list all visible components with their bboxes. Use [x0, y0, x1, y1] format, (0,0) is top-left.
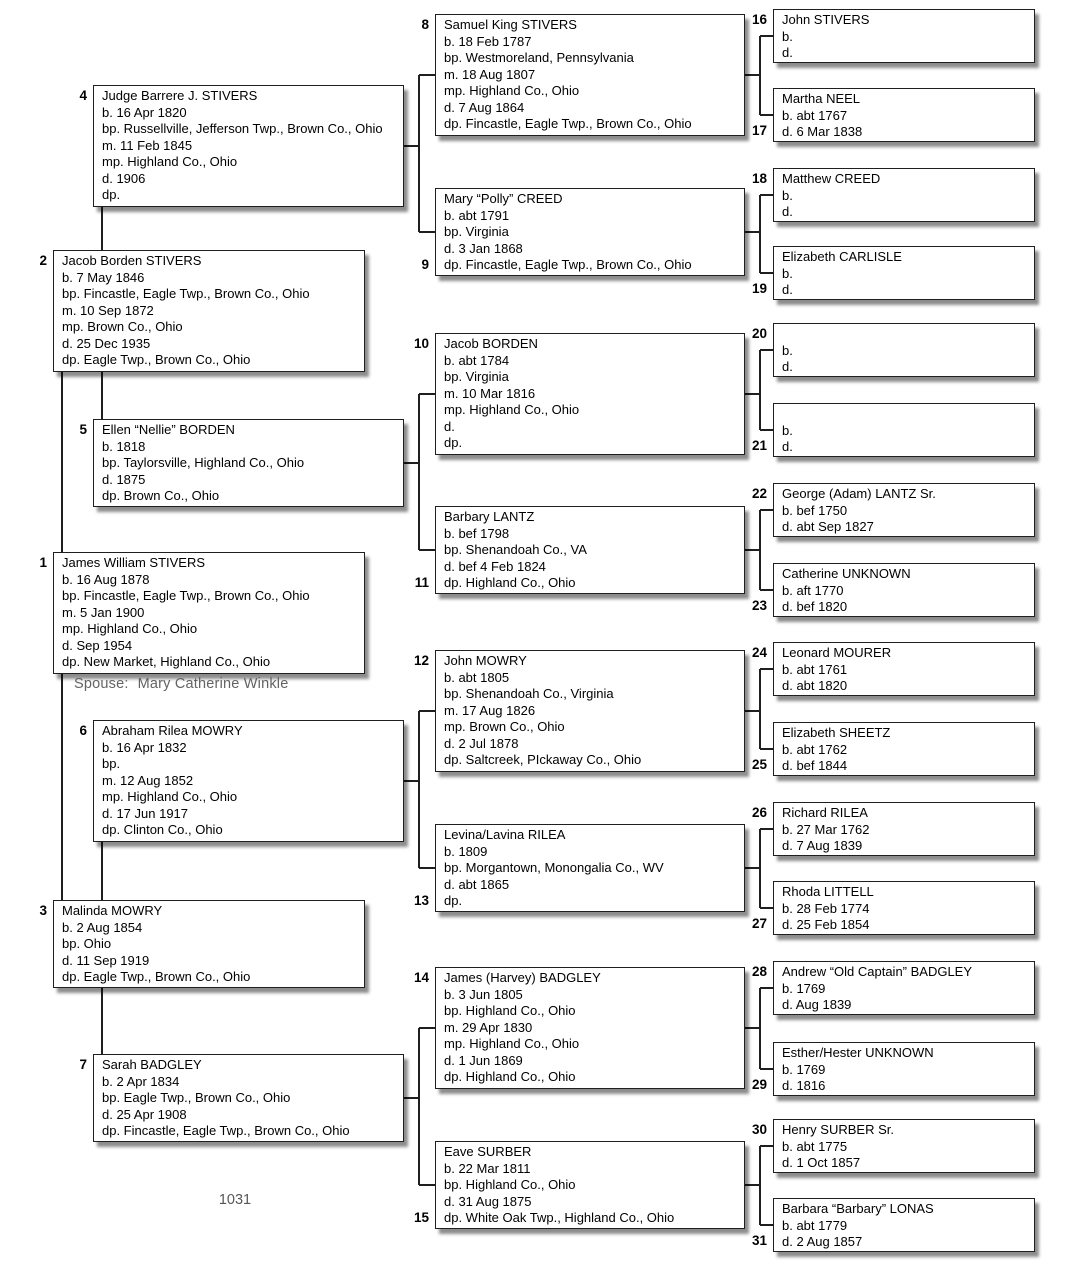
- person-field: m. 17 Aug 1826: [444, 702, 536, 718]
- person-field: b. bef 1750: [782, 502, 848, 518]
- person-box-19: [773, 246, 1035, 300]
- person-name: Matthew CREED: [782, 171, 881, 186]
- connector-line: [759, 829, 761, 908]
- person-number: 21: [751, 438, 767, 453]
- person-name: Sarah BADGLEY: [102, 1057, 202, 1072]
- connector-line: [759, 1146, 761, 1225]
- connector-line: [418, 75, 420, 232]
- person-field: b. 2 Apr 1834: [102, 1073, 180, 1089]
- person-field: m. 5 Jan 1900: [62, 604, 145, 620]
- connector-line: [61, 674, 63, 900]
- person-field: bp. Highland Co., Ohio: [444, 1177, 576, 1192]
- person-name: Mary “Polly” CREED: [444, 191, 563, 206]
- person-box-8: [435, 14, 745, 136]
- person-name: Levina/Lavina RILEA: [444, 827, 566, 842]
- connector-line: [760, 1145, 773, 1147]
- connector-line: [760, 194, 773, 196]
- person-field: bp. Russellville, Jefferson Twp., Brown Co., Ohio: [102, 121, 383, 136]
- connector-line: [419, 549, 435, 551]
- connector-line: [760, 589, 773, 591]
- person-number: 26: [751, 805, 767, 820]
- connector-line: [760, 748, 773, 750]
- person-field: d. 25 Apr 1908: [102, 1106, 187, 1122]
- person-field: b. 3 Jun 1805: [444, 986, 523, 1002]
- person-field: b. 16 Aug 1878: [62, 571, 150, 587]
- person-box-23: [773, 563, 1035, 617]
- person-field: b. 1769: [782, 1061, 826, 1077]
- person-number: 19: [751, 281, 767, 296]
- person-number: 7: [79, 1057, 87, 1072]
- connector-line: [759, 195, 761, 273]
- person-field: b.: [782, 187, 793, 203]
- person-field: b. abt 1762: [782, 741, 848, 757]
- person-field: bp. Shenandoah Co., Virginia: [444, 686, 614, 701]
- connector-line: [404, 145, 419, 147]
- person-box-24: [773, 642, 1035, 696]
- connector-line: [61, 372, 63, 552]
- person-number: 1: [39, 555, 47, 570]
- person-name: Elizabeth SHEETZ: [782, 725, 891, 740]
- person-box-29: [773, 1042, 1035, 1096]
- person-number: 9: [421, 257, 429, 272]
- person-field: mp. Highland Co., Ohio: [444, 402, 580, 417]
- connector-line: [760, 429, 773, 431]
- person-field: dp. Highland Co., Ohio: [444, 1069, 576, 1084]
- person-number: 24: [751, 645, 767, 660]
- connector-line: [419, 393, 435, 395]
- person-field: dp.: [444, 435, 463, 450]
- person-name: Henry SURBER Sr.: [782, 1122, 894, 1137]
- connector-line: [101, 988, 103, 1054]
- person-name: Abraham Rilea MOWRY: [102, 723, 243, 738]
- person-name: Jacob BORDEN: [444, 336, 538, 351]
- person-field: d. 7 Aug 1864: [444, 99, 525, 115]
- connector-line: [404, 1097, 419, 1099]
- connector-line: [419, 710, 435, 712]
- person-field: d. bef 4 Feb 1824: [444, 558, 546, 574]
- person-field: mp. Highland Co., Ohio: [102, 154, 238, 169]
- person-box-30: [773, 1119, 1035, 1173]
- connector-line: [419, 867, 435, 869]
- person-box-25: [773, 722, 1035, 776]
- person-number: 31: [751, 1233, 767, 1248]
- person-box-2: [53, 250, 365, 372]
- person-number: 20: [751, 326, 767, 341]
- person-field: dp. White Oak Twp., Highland Co., Ohio: [444, 1210, 675, 1225]
- person-field: bp. Westmoreland, Pennsylvania: [444, 50, 634, 65]
- connector-line: [418, 394, 420, 550]
- connector-line: [419, 1184, 435, 1186]
- person-number: 27: [751, 916, 767, 931]
- connector-line: [745, 1027, 760, 1029]
- person-number: 29: [751, 1077, 767, 1092]
- person-name: Barbary LANTZ: [444, 509, 535, 524]
- person-field: dp. Clinton Co., Ohio: [102, 822, 223, 837]
- connector-line: [760, 272, 773, 274]
- person-field: m. 12 Aug 1852: [102, 772, 194, 788]
- person-field: b. 1809: [444, 843, 488, 859]
- person-number: 10: [413, 336, 429, 351]
- person-field: b. 16 Apr 1832: [102, 739, 187, 755]
- person-field: d.: [782, 439, 793, 454]
- person-name: George (Adam) LANTZ Sr.: [782, 486, 936, 501]
- person-field: b. abt 1775: [782, 1138, 848, 1154]
- person-box-15: [435, 1141, 745, 1229]
- person-field: dp. Fincastle, Eagle Twp., Brown Co., Ohio: [444, 257, 692, 272]
- person-name: Jacob Borden STIVERS: [62, 253, 202, 268]
- person-box-13: [435, 824, 745, 912]
- person-field: bp. Virginia: [444, 369, 509, 384]
- connector-line: [760, 987, 773, 989]
- person-field: bp. Fincastle, Eagle Twp., Brown Co., Ohio: [62, 588, 310, 603]
- person-field: m. 29 Apr 1830: [444, 1019, 533, 1035]
- connector-line: [759, 350, 761, 430]
- person-field: b. 1769: [782, 980, 826, 996]
- connector-line: [745, 231, 760, 233]
- connector-line: [759, 669, 761, 749]
- person-field: m. 10 Mar 1816: [444, 385, 536, 401]
- person-field: d. 11 Sep 1919: [62, 952, 150, 968]
- person-field: b. 22 Mar 1811: [444, 1160, 531, 1176]
- connector-line: [760, 114, 773, 116]
- person-number: 23: [751, 598, 767, 613]
- person-field: mp. Brown Co., Ohio: [62, 319, 183, 334]
- person-field: b. abt 1761: [782, 661, 848, 677]
- person-field: d. 25 Dec 1935: [62, 335, 151, 351]
- person-name: Eave SURBER: [444, 1144, 532, 1159]
- person-field: d.: [444, 418, 455, 434]
- person-name: John MOWRY: [444, 653, 527, 668]
- person-field: b. abt 1784: [444, 352, 510, 368]
- person-box-11: [435, 506, 745, 594]
- person-field: m. 10 Sep 1872: [62, 302, 154, 318]
- person-field: b.: [782, 265, 793, 281]
- person-box-10: [435, 333, 745, 455]
- person-name: John STIVERS: [782, 12, 870, 27]
- person-name: [782, 406, 1034, 423]
- person-number: 25: [751, 757, 767, 772]
- person-field: dp. New Market, Highland Co., Ohio: [62, 654, 271, 669]
- spouse-note: [74, 676, 288, 692]
- connector-line: [760, 828, 773, 830]
- person-number: 28: [751, 964, 767, 979]
- connector-line: [760, 668, 773, 670]
- person-number: 17: [751, 123, 767, 138]
- person-field: b. abt 1805: [444, 669, 510, 685]
- person-field: dp. Eagle Twp., Brown Co., Ohio: [62, 969, 251, 984]
- person-field: dp. Brown Co., Ohio: [102, 488, 220, 503]
- person-field: dp.: [444, 893, 463, 908]
- connector-line: [760, 907, 773, 909]
- person-box-12: [435, 650, 745, 772]
- person-box-31: [773, 1198, 1035, 1252]
- person-field: dp. Eagle Twp., Brown Co., Ohio: [62, 352, 251, 367]
- person-field: d. 1 Jun 1869: [444, 1052, 523, 1068]
- person-field: bp. Highland Co., Ohio: [444, 1003, 576, 1018]
- person-number: 22: [751, 486, 767, 501]
- person-field: b. 2 Aug 1854: [62, 919, 143, 935]
- person-field: d. abt 1820: [782, 678, 848, 693]
- person-field: mp. Brown Co., Ohio: [444, 719, 565, 734]
- person-field: b.: [782, 342, 793, 358]
- person-field: d.: [782, 282, 793, 297]
- person-number: 18: [751, 171, 767, 186]
- person-number: 2: [39, 253, 47, 268]
- connector-line: [101, 207, 103, 250]
- person-name: Elizabeth CARLISLE: [782, 249, 902, 264]
- person-field: b. abt 1767: [782, 107, 848, 123]
- connector-line: [760, 35, 773, 37]
- person-field: dp. Highland Co., Ohio: [444, 575, 576, 590]
- connector-line: [760, 509, 773, 511]
- person-box-18: [773, 168, 1035, 222]
- person-box-16: [773, 9, 1035, 63]
- person-name: Barbara “Barbary” LONAS: [782, 1201, 934, 1216]
- person-number: 4: [79, 88, 87, 103]
- person-box-20: [773, 323, 1035, 377]
- person-field: b.: [782, 422, 793, 438]
- person-number: 11: [414, 575, 429, 590]
- person-field: d. 1906: [102, 170, 146, 186]
- person-field: mp. Highland Co., Ohio: [444, 83, 580, 98]
- person-field: d. 6 Mar 1838: [782, 124, 863, 139]
- connector-line: [760, 1068, 773, 1070]
- person-field: d. 2 Aug 1857: [782, 1234, 863, 1249]
- person-number: 5: [79, 422, 87, 437]
- person-field: d. Sep 1954: [62, 637, 133, 653]
- person-field: dp. Fincastle, Eagle Twp., Brown Co., Ohio: [102, 1123, 350, 1138]
- person-field: m. 11 Feb 1845: [102, 137, 193, 153]
- person-number: 6: [79, 723, 87, 738]
- person-name: Rhoda LITTELL: [782, 884, 874, 899]
- person-field: bp. Virginia: [444, 224, 509, 239]
- person-field: d. 1816: [782, 1078, 826, 1093]
- person-field: dp. Saltcreek, PIckaway Co., Ohio: [444, 752, 642, 767]
- spouse-label: Spouse:: [74, 676, 129, 692]
- connector-line: [101, 842, 103, 900]
- person-field: mp. Highland Co., Ohio: [62, 621, 198, 636]
- connector-line: [419, 74, 435, 76]
- person-field: mp. Highland Co., Ohio: [102, 789, 238, 804]
- person-box-1: [53, 552, 365, 674]
- person-name: Esther/Hester UNKNOWN: [782, 1045, 934, 1060]
- connector-line: [745, 549, 760, 551]
- person-field: d. abt Sep 1827: [782, 519, 874, 534]
- person-field: b.: [782, 28, 793, 44]
- person-field: d. 7 Aug 1839: [782, 838, 863, 853]
- person-name: Judge Barrere J. STIVERS: [102, 88, 258, 103]
- person-name: Samuel King STIVERS: [444, 17, 577, 32]
- connector-line: [419, 1027, 435, 1029]
- person-field: b. aft 1770: [782, 582, 844, 598]
- person-field: d. Aug 1839: [782, 997, 852, 1012]
- person-field: m. 18 Aug 1807: [444, 66, 536, 82]
- person-field: d. abt 1865: [444, 876, 510, 892]
- connector-line: [745, 74, 760, 76]
- person-name: Malinda MOWRY: [62, 903, 163, 918]
- person-field: d. 25 Feb 1854: [782, 917, 870, 932]
- person-field: bp. Morgantown, Monongalia Co., WV: [444, 860, 664, 875]
- person-box-5: [93, 419, 404, 507]
- person-field: d. 17 Jun 1917: [102, 805, 189, 821]
- connector-line: [418, 711, 420, 868]
- connector-line: [404, 462, 419, 464]
- person-number: 16: [751, 12, 767, 27]
- person-field: d. bef 1844: [782, 758, 848, 773]
- person-number: 13: [413, 893, 429, 908]
- person-field: dp.: [102, 187, 121, 202]
- person-field: b. 18 Feb 1787: [444, 33, 532, 49]
- person-name: Leonard MOURER: [782, 645, 892, 660]
- connector-line: [101, 372, 103, 419]
- person-field: b. abt 1791: [444, 207, 510, 223]
- person-field: b. 7 May 1846: [62, 269, 145, 285]
- person-field: bp.: [102, 756, 121, 771]
- person-field: mp. Highland Co., Ohio: [444, 1036, 580, 1051]
- person-number: 14: [413, 970, 429, 985]
- person-field: bp. Taylorsville, Highland Co., Ohio: [102, 455, 305, 470]
- person-field: b. 28 Feb 1774: [782, 900, 870, 916]
- person-box-4: [93, 85, 404, 207]
- connector-line: [745, 393, 760, 395]
- person-box-3: [53, 900, 365, 988]
- connector-line: [760, 349, 773, 351]
- person-field: d. 31 Aug 1875: [444, 1193, 532, 1209]
- person-field: d. 1875: [102, 471, 146, 487]
- person-box-7: [93, 1054, 404, 1142]
- person-field: d. 1 Oct 1857: [782, 1155, 861, 1170]
- person-field: b. 1818: [102, 438, 146, 454]
- person-field: d. 2 Jul 1878: [444, 735, 519, 751]
- person-number: 8: [421, 17, 429, 32]
- page-number: 1031: [218, 1192, 252, 1208]
- person-box-22: [773, 483, 1035, 537]
- person-field: b. 16 Apr 1820: [102, 104, 187, 120]
- connector-line: [760, 1224, 773, 1226]
- person-name: James William STIVERS: [62, 555, 206, 570]
- person-box-21: [773, 403, 1035, 457]
- person-box-9: [435, 188, 745, 276]
- person-box-6: [93, 720, 404, 842]
- person-field: bp. Shenandoah Co., VA: [444, 542, 587, 557]
- person-name: Martha NEEL: [782, 91, 861, 106]
- connector-line: [745, 710, 760, 712]
- person-field: bp. Fincastle, Eagle Twp., Brown Co., Ohio: [62, 286, 310, 301]
- person-field: d.: [782, 204, 793, 219]
- connector-line: [404, 780, 419, 782]
- person-field: bp. Ohio: [62, 936, 112, 951]
- person-number: 15: [413, 1210, 429, 1225]
- connector-line: [745, 867, 760, 869]
- person-name: James (Harvey) BADGLEY: [444, 970, 601, 985]
- person-number: 30: [751, 1122, 767, 1137]
- person-field: d.: [782, 359, 793, 374]
- person-box-27: [773, 881, 1035, 935]
- connector-line: [418, 1028, 420, 1185]
- person-field: b. 27 Mar 1762: [782, 821, 870, 837]
- person-name: Ellen “Nellie” BORDEN: [102, 422, 235, 437]
- connector-line: [759, 988, 761, 1069]
- connector-line: [759, 510, 761, 590]
- person-name: Andrew “Old Captain” BADGLEY: [782, 964, 973, 979]
- person-box-17: [773, 88, 1035, 142]
- person-box-26: [773, 802, 1035, 856]
- person-field: d.: [782, 45, 793, 60]
- person-number: 12: [413, 653, 429, 668]
- connector-line: [759, 36, 761, 115]
- person-field: bp. Eagle Twp., Brown Co., Ohio: [102, 1090, 291, 1105]
- person-field: b. abt 1779: [782, 1217, 848, 1233]
- person-field: d. bef 1820: [782, 599, 848, 614]
- person-number: 3: [39, 903, 47, 918]
- person-name: Richard RILEA: [782, 805, 868, 820]
- person-field: dp. Fincastle, Eagle Twp., Brown Co., Ohio: [444, 116, 692, 131]
- person-field: b. bef 1798: [444, 525, 510, 541]
- person-box-14: [435, 967, 745, 1089]
- connector-line: [745, 1184, 760, 1186]
- person-field: d. 3 Jan 1868: [444, 240, 523, 256]
- person-box-28: [773, 961, 1035, 1015]
- person-name: [782, 326, 1034, 343]
- connector-line: [419, 231, 435, 233]
- person-name: Catherine UNKNOWN: [782, 566, 911, 581]
- spouse-name: Mary Catherine Winkle: [137, 676, 289, 692]
